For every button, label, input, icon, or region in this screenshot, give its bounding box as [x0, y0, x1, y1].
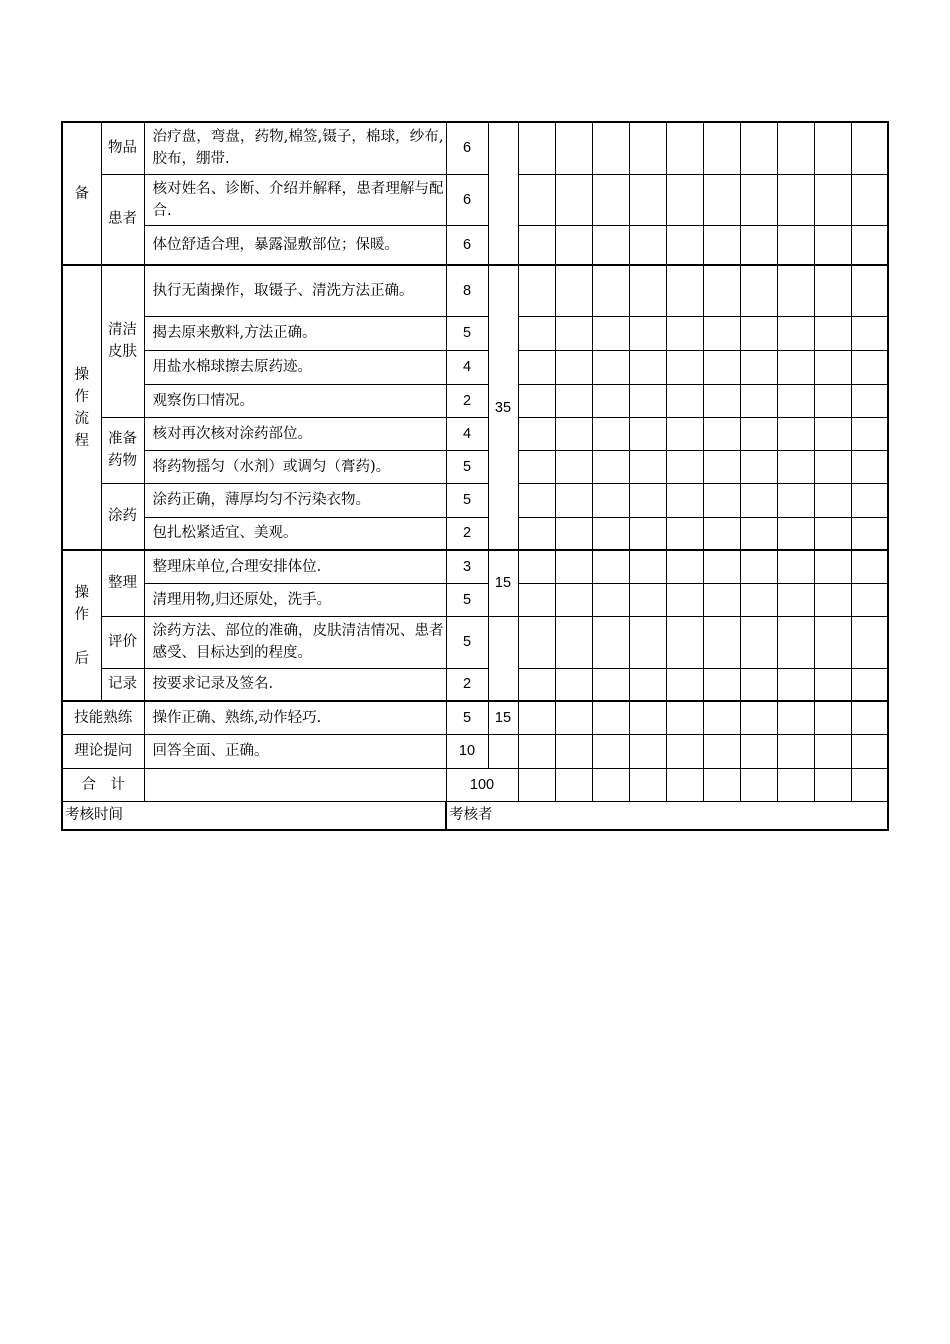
grade-cell[interactable] [740, 316, 777, 350]
grade-cell[interactable] [555, 384, 592, 417]
item-score: 6 [446, 122, 488, 174]
grade-cell[interactable] [703, 417, 740, 450]
grade-cell[interactable] [592, 350, 629, 384]
table-row [62, 316, 888, 350]
table-row [62, 550, 888, 583]
grade-cell[interactable] [666, 384, 703, 417]
item-score: 5 [446, 316, 488, 350]
grade-cell[interactable] [592, 417, 629, 450]
grade-cell[interactable] [666, 583, 703, 616]
grade-cell[interactable] [777, 225, 814, 265]
grade-cell[interactable] [777, 350, 814, 384]
grade-cell[interactable] [518, 768, 555, 801]
grade-cell[interactable] [740, 701, 777, 734]
grade-cell[interactable] [740, 483, 777, 517]
grade-cell[interactable] [518, 734, 555, 768]
grade-cell[interactable] [592, 225, 629, 265]
grade-cell[interactable] [592, 734, 629, 768]
item-description: 包扎松紧适宜、美观。 [144, 517, 446, 550]
grade-cell[interactable] [518, 616, 555, 668]
total-blank [144, 768, 446, 801]
grade-cell[interactable] [777, 174, 814, 225]
grade-cell[interactable] [592, 122, 629, 174]
grade-cell[interactable] [629, 225, 666, 265]
table-row [62, 616, 888, 668]
grade-cell[interactable] [629, 668, 666, 701]
grade-cell[interactable] [777, 550, 814, 583]
grade-cell[interactable] [592, 265, 629, 316]
grade-cell[interactable] [592, 668, 629, 701]
grade-cell[interactable] [518, 583, 555, 616]
grade-cell[interactable] [555, 583, 592, 616]
grade-cell[interactable] [555, 768, 592, 801]
grade-cell[interactable] [851, 616, 888, 668]
grade-cell[interactable] [740, 668, 777, 701]
grade-cell[interactable] [518, 265, 555, 316]
grade-cell[interactable] [814, 550, 851, 583]
item-description: 按要求记录及签名. [144, 668, 446, 701]
item-description: 核对再次核对涂药部位。 [144, 417, 446, 450]
grade-cell[interactable] [740, 265, 777, 316]
grade-cell[interactable] [851, 450, 888, 483]
grade-cell[interactable] [629, 450, 666, 483]
grade-cell[interactable] [740, 768, 777, 801]
grade-cell[interactable] [629, 265, 666, 316]
grade-cell[interactable] [851, 265, 888, 316]
grade-cell[interactable] [592, 616, 629, 668]
table-row-total [62, 768, 888, 801]
subtotal-cell [488, 122, 518, 265]
subcategory-label: 物品 [101, 122, 144, 174]
grade-cell[interactable] [703, 701, 740, 734]
grade-cell[interactable] [851, 417, 888, 450]
grade-cell[interactable] [555, 225, 592, 265]
grade-cell[interactable] [592, 450, 629, 483]
table-footer [62, 801, 888, 830]
subcategory-label: 清洁皮肤 [101, 265, 144, 417]
item-description: 核对姓名、诊断、介绍并解释，患者理解与配合. [144, 174, 446, 225]
table-row [62, 517, 888, 550]
scoring-table [61, 121, 889, 831]
grade-cell[interactable] [703, 550, 740, 583]
item-description: 治疗盘，弯盘，药物,棉签,镊子，棉球，纱布,胶布，绷带. [144, 122, 446, 174]
grade-cell[interactable] [851, 701, 888, 734]
grade-cell[interactable] [629, 350, 666, 384]
table-row [62, 122, 888, 174]
grade-cell[interactable] [777, 768, 814, 801]
grade-cell[interactable] [518, 174, 555, 225]
subtotal-cell [488, 616, 518, 701]
grade-cell[interactable] [777, 668, 814, 701]
grade-cell[interactable] [555, 734, 592, 768]
grade-cell[interactable] [518, 550, 555, 583]
item-description: 观察伤口情况。 [144, 384, 446, 417]
grade-cell[interactable] [555, 316, 592, 350]
item-score: 2 [446, 384, 488, 417]
table-row [62, 483, 888, 517]
grade-cell[interactable] [518, 316, 555, 350]
grade-cell[interactable] [666, 483, 703, 517]
grade-cell[interactable] [814, 122, 851, 174]
item-score: 3 [446, 550, 488, 583]
grade-cell[interactable] [518, 225, 555, 265]
grade-cell[interactable] [518, 417, 555, 450]
grade-cell[interactable] [703, 616, 740, 668]
grade-cell[interactable] [740, 350, 777, 384]
grade-cell[interactable] [740, 583, 777, 616]
grade-cell[interactable] [666, 450, 703, 483]
item-description: 揭去原来敷料,方法正确。 [144, 316, 446, 350]
grade-cell[interactable] [814, 517, 851, 550]
grade-cell[interactable] [777, 417, 814, 450]
grade-cell[interactable] [592, 174, 629, 225]
grade-cell[interactable] [592, 483, 629, 517]
table-row [62, 174, 888, 225]
table-row [62, 384, 888, 417]
grade-cell[interactable] [592, 384, 629, 417]
grade-cell[interactable] [555, 668, 592, 701]
table-row-skill [62, 701, 888, 734]
subcategory-label: 准备药物 [101, 417, 144, 483]
grade-cell[interactable] [851, 583, 888, 616]
grade-cell[interactable] [814, 483, 851, 517]
grade-cell[interactable] [518, 701, 555, 734]
grade-cell[interactable] [592, 517, 629, 550]
grade-cell[interactable] [740, 616, 777, 668]
grade-cell[interactable] [777, 734, 814, 768]
skill-label: 技能熟练 [62, 701, 144, 734]
grade-cell[interactable] [851, 668, 888, 701]
grade-cell[interactable] [555, 174, 592, 225]
grade-cell[interactable] [851, 174, 888, 225]
grade-cell[interactable] [666, 174, 703, 225]
grade-cell[interactable] [555, 265, 592, 316]
item-score: 5 [446, 450, 488, 483]
subcategory-label: 患者 [101, 174, 144, 265]
grade-cell[interactable] [518, 384, 555, 417]
table-row [62, 668, 888, 701]
item-score: 5 [446, 483, 488, 517]
table-row [62, 225, 888, 265]
item-score: 5 [446, 616, 488, 668]
grade-cell[interactable] [666, 768, 703, 801]
grade-cell[interactable] [851, 316, 888, 350]
item-score: 4 [446, 417, 488, 450]
section-prep: 备 [62, 122, 101, 265]
grade-cell[interactable] [814, 225, 851, 265]
grade-cell[interactable] [666, 734, 703, 768]
grade-cell[interactable] [740, 734, 777, 768]
grade-cell[interactable] [629, 616, 666, 668]
grade-cell[interactable] [518, 517, 555, 550]
item-description: 涂药正确，薄厚均匀不污染衣物。 [144, 483, 446, 517]
grade-cell[interactable] [592, 550, 629, 583]
theory-label: 理论提问 [62, 734, 144, 768]
grade-cell[interactable] [851, 517, 888, 550]
grade-cell[interactable] [814, 668, 851, 701]
grade-cell[interactable] [666, 616, 703, 668]
grade-cell[interactable] [592, 701, 629, 734]
grade-cell[interactable] [555, 417, 592, 450]
grade-cell[interactable] [777, 265, 814, 316]
grade-cell[interactable] [814, 384, 851, 417]
grade-cell[interactable] [666, 550, 703, 583]
subcategory-label: 整理 [101, 550, 144, 616]
grade-cell[interactable] [814, 701, 851, 734]
grade-cell[interactable] [629, 316, 666, 350]
grade-cell[interactable] [629, 550, 666, 583]
grade-cell[interactable] [851, 483, 888, 517]
item-score: 4 [446, 350, 488, 384]
grade-cell[interactable] [703, 483, 740, 517]
grade-cell[interactable] [740, 174, 777, 225]
item-score: 2 [446, 517, 488, 550]
grade-cell[interactable] [592, 768, 629, 801]
subcategory-label: 评价 [101, 616, 144, 668]
grade-cell[interactable] [777, 616, 814, 668]
grade-cell[interactable] [814, 734, 851, 768]
grade-cell[interactable] [703, 517, 740, 550]
grade-cell[interactable] [740, 450, 777, 483]
item-score: 2 [446, 668, 488, 701]
grade-cell[interactable] [851, 225, 888, 265]
table-row [62, 265, 888, 316]
grade-cell[interactable] [555, 122, 592, 174]
grade-cell[interactable] [703, 225, 740, 265]
grade-cell[interactable] [777, 122, 814, 174]
grade-cell[interactable] [740, 225, 777, 265]
grade-cell[interactable] [777, 384, 814, 417]
table-row [62, 417, 888, 450]
item-score: 5 [446, 583, 488, 616]
grade-cell[interactable] [814, 583, 851, 616]
theory-score: 10 [446, 734, 488, 768]
grade-cell[interactable] [518, 483, 555, 517]
subcategory-label: 涂药 [101, 483, 144, 550]
grade-cell[interactable] [851, 384, 888, 417]
grade-cell[interactable] [703, 734, 740, 768]
grade-cell[interactable] [666, 225, 703, 265]
grade-cell[interactable] [703, 265, 740, 316]
total-label: 合 计 [62, 768, 144, 801]
grade-cell[interactable] [666, 668, 703, 701]
grade-cell[interactable] [666, 316, 703, 350]
grade-cell[interactable] [629, 483, 666, 517]
skill-subtotal: 15 [488, 701, 518, 734]
grade-cell[interactable] [703, 384, 740, 417]
grade-cell[interactable] [777, 450, 814, 483]
grade-cell[interactable] [555, 701, 592, 734]
grade-cell[interactable] [703, 768, 740, 801]
grade-cell[interactable] [518, 668, 555, 701]
grade-cell[interactable] [666, 265, 703, 316]
grade-cell[interactable] [740, 417, 777, 450]
grade-cell[interactable] [518, 122, 555, 174]
grade-cell[interactable] [777, 483, 814, 517]
grade-cell[interactable] [814, 316, 851, 350]
item-description: 清理用物,归还原处，洗手。 [144, 583, 446, 616]
grade-cell[interactable] [555, 350, 592, 384]
grade-cell[interactable] [851, 550, 888, 583]
grade-cell[interactable] [629, 701, 666, 734]
grade-cell[interactable] [851, 734, 888, 768]
grade-cell[interactable] [814, 768, 851, 801]
grade-cell[interactable] [518, 450, 555, 483]
grade-cell[interactable] [703, 450, 740, 483]
table-row-theory [62, 734, 888, 768]
grade-cell[interactable] [629, 174, 666, 225]
theory-description: 回答全面、正确。 [144, 734, 446, 768]
grade-cell[interactable] [592, 316, 629, 350]
grade-cell[interactable] [555, 450, 592, 483]
examiner-label: 考核者 [446, 801, 888, 830]
grade-cell[interactable] [851, 350, 888, 384]
grade-cell[interactable] [814, 265, 851, 316]
grade-cell[interactable] [666, 517, 703, 550]
grade-cell[interactable] [740, 122, 777, 174]
theory-subtotal [488, 734, 518, 768]
grade-cell[interactable] [666, 122, 703, 174]
item-description: 执行无菌操作，取镊子、清洗方法正确。 [144, 265, 446, 316]
grade-cell[interactable] [740, 550, 777, 583]
grade-cell[interactable] [703, 350, 740, 384]
subcategory-label: 记录 [101, 668, 144, 701]
grade-cell[interactable] [555, 550, 592, 583]
item-score: 8 [446, 265, 488, 316]
grade-cell[interactable] [814, 450, 851, 483]
grade-cell[interactable] [851, 768, 888, 801]
grade-cell[interactable] [666, 701, 703, 734]
grade-cell[interactable] [629, 384, 666, 417]
subtotal-cell: 35 [488, 265, 518, 550]
grade-cell[interactable] [629, 768, 666, 801]
grade-cell[interactable] [666, 350, 703, 384]
exam-time-label: 考核时间 [62, 801, 446, 830]
grade-cell[interactable] [777, 701, 814, 734]
grade-cell[interactable] [555, 616, 592, 668]
grade-cell[interactable] [777, 583, 814, 616]
grade-cell[interactable] [629, 583, 666, 616]
grade-cell[interactable] [703, 668, 740, 701]
grade-cell[interactable] [814, 417, 851, 450]
grade-cell[interactable] [740, 384, 777, 417]
grade-cell[interactable] [777, 517, 814, 550]
grade-cell[interactable] [851, 122, 888, 174]
item-description: 体位舒适合理，暴露湿敷部位；保暖。 [144, 225, 446, 265]
item-score: 6 [446, 225, 488, 265]
grade-cell[interactable] [629, 517, 666, 550]
grade-cell[interactable] [703, 583, 740, 616]
subtotal-cell: 15 [488, 550, 518, 616]
grade-cell[interactable] [703, 174, 740, 225]
grade-cell[interactable] [777, 316, 814, 350]
grade-cell[interactable] [814, 174, 851, 225]
grade-cell[interactable] [555, 517, 592, 550]
skill-description: 操作正确、熟练,动作轻巧. [144, 701, 446, 734]
grade-cell[interactable] [629, 122, 666, 174]
grade-cell[interactable] [703, 122, 740, 174]
grade-cell[interactable] [555, 483, 592, 517]
grade-cell[interactable] [629, 417, 666, 450]
item-description: 整理床单位,合理安排体位. [144, 550, 446, 583]
skill-score: 5 [446, 701, 488, 734]
section-flow: 操 作 流 程 [62, 265, 101, 550]
item-description: 涂药方法、部位的准确，皮肤清洁情况、患者感受、目标达到的程度。 [144, 616, 446, 668]
item-description: 将药物摇匀（水剂）或调匀（膏药)。 [144, 450, 446, 483]
table-row [62, 350, 888, 384]
section-post: 操 作 后 [62, 550, 101, 701]
grade-cell[interactable] [703, 316, 740, 350]
table-row [62, 450, 888, 483]
grade-cell[interactable] [592, 583, 629, 616]
item-score: 6 [446, 174, 488, 225]
item-description: 用盐水棉球擦去原药迹。 [144, 350, 446, 384]
grade-cell[interactable] [518, 350, 555, 384]
total-score: 100 [446, 768, 518, 801]
grade-cell[interactable] [814, 616, 851, 668]
grade-cell[interactable] [814, 350, 851, 384]
grade-cell[interactable] [629, 734, 666, 768]
grade-cell[interactable] [666, 417, 703, 450]
grade-cell[interactable] [740, 517, 777, 550]
table-row [62, 583, 888, 616]
